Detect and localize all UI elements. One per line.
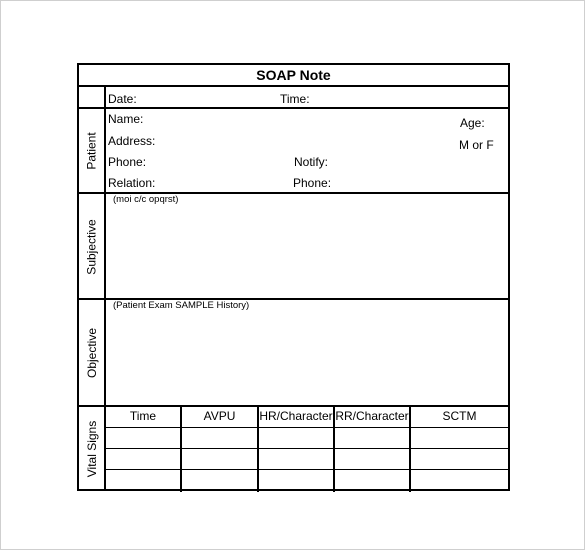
notify-label: Notify:: [294, 155, 329, 169]
notify-phone-label: Phone:: [293, 176, 332, 190]
form-title: SOAP Note: [256, 67, 331, 83]
vitals-header-avpu: AVPU: [203, 409, 236, 423]
vitals-header-hr: HR/Character: [259, 409, 333, 423]
vitals-row-line: [105, 448, 508, 449]
phone-label: Phone:: [108, 155, 147, 169]
subjective-section-label: Subjective: [85, 218, 99, 275]
soap-note-form: [77, 63, 510, 491]
vitals-header-sctm: SCTM: [442, 409, 477, 423]
vitals-hr-cell[interactable]: [259, 429, 333, 447]
vitals-row-line: [105, 427, 508, 428]
patient-section-label: Patient: [85, 132, 100, 170]
vitals-sctm-cell[interactable]: [411, 429, 508, 447]
vitals-rr-cell[interactable]: [335, 429, 409, 447]
vital-signs-section-label: Vital Signs: [85, 420, 100, 478]
objective-divider: [79, 405, 508, 407]
vitals-header-time: Time: [129, 409, 157, 423]
address-label: Address:: [108, 134, 156, 148]
date-label: Date:: [108, 92, 137, 106]
datetime-divider: [79, 107, 508, 109]
objective-section-label: Objective: [85, 327, 99, 379]
title-divider: [79, 85, 508, 87]
name-label: Name:: [108, 112, 144, 126]
relation-label: Relation:: [108, 176, 156, 190]
subjective-hint: (moi c/c opqrst): [113, 194, 179, 205]
objective-hint: (Patient Exam SAMPLE History): [113, 300, 250, 311]
vitals-time-cell[interactable]: [106, 429, 180, 447]
vitals-row-line: [105, 469, 508, 470]
vitals-avpu-cell[interactable]: [182, 429, 257, 447]
age-label: Age:: [460, 116, 485, 130]
vitals-header-rr: RR/Character: [335, 409, 409, 423]
sex-label: M or F: [459, 138, 494, 152]
time-label: Time:: [280, 92, 310, 106]
